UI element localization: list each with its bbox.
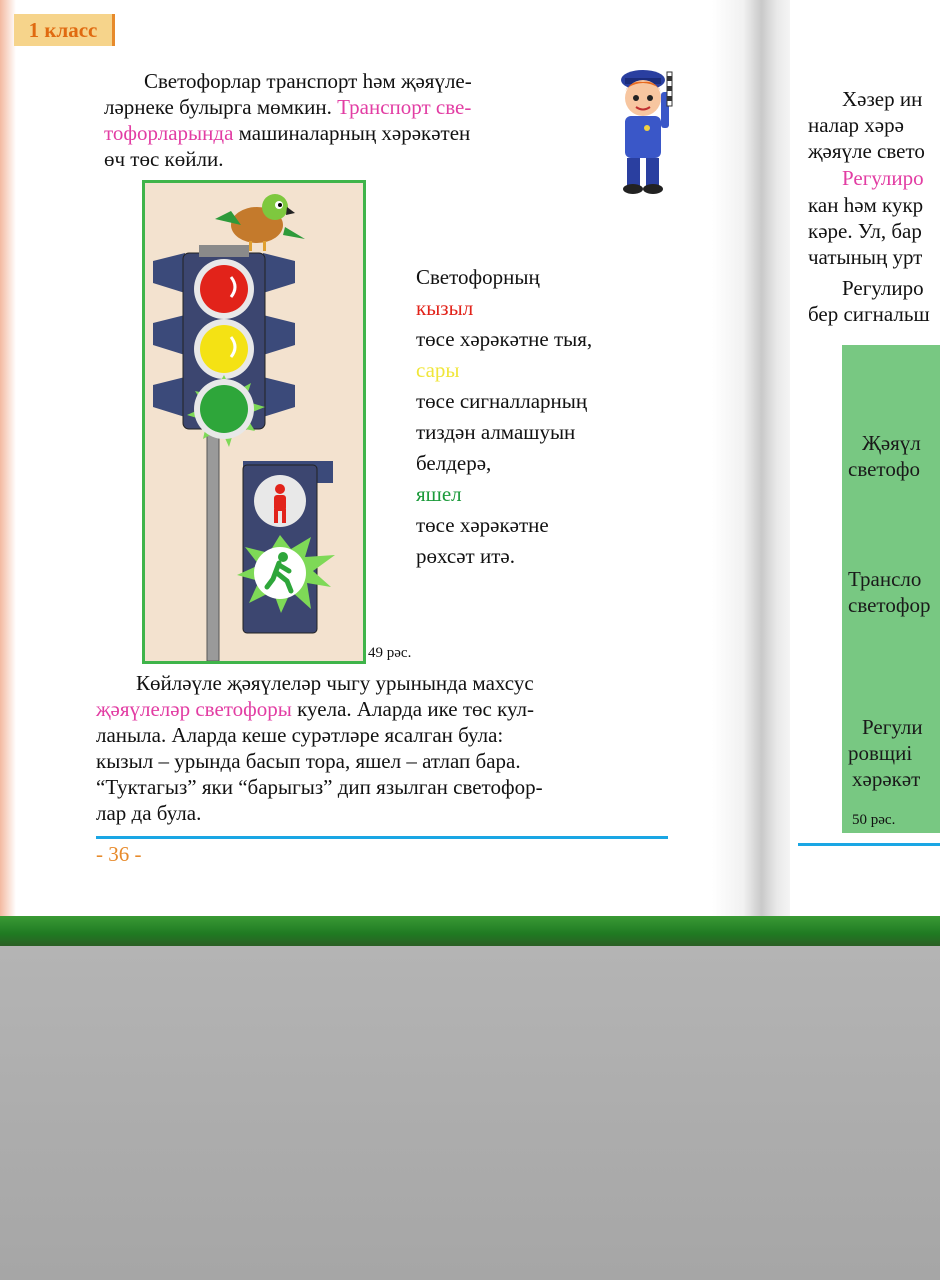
legend-yellow-word: сары [416,358,460,382]
legend-line-10: рөхсәт итә. [416,544,515,568]
right-line-1: Хәзер ин [842,87,923,111]
right-line-9: бер сигнальш [808,302,930,326]
legend-line-1: Светофорның [416,265,540,289]
page-number: - 36 - [96,842,142,866]
traffic-light-icon [145,183,363,661]
legend-line-5: төсе сигналларның [416,389,588,413]
para2-highlight: җәяүлеләр светофоры [96,697,292,721]
panel-line-3: Трансло [848,567,922,591]
legend-red-word: кызыл [416,296,474,320]
figure-50-label: 50 рәс. [852,812,896,828]
panel-line-6: ровщиі [848,741,913,765]
intro-paragraph [104,68,596,172]
para2-line-5: “Туктагыз” яки “барыгыз” дип язылган светофор- [96,775,543,799]
para2-line-1: Көйләүле җәяүлеләр чыгу урынында махсус [136,671,534,695]
para2-line-3: ланыла. Аларда кеше сурәтләре ясалган була: [96,723,504,747]
right-footer-rule [798,843,940,846]
page-edge [0,0,16,925]
intro-line-2: ләрнеке булырга мөмкин. [104,95,332,119]
para2-line-4: кызыл – урында басып тора, яшел – атлап бара. [96,749,521,773]
legend-line-9: төсе хәрәкәтне [416,513,549,537]
right-line-5: кан һәм кукр [808,193,924,217]
grade-badge [14,14,115,46]
intro-line-1: Светофорлар транспорт һәм җәяүле- [144,69,472,93]
right-line-2: налар хәрә [808,113,904,137]
legend-line-7: белдерә, [416,451,492,475]
grade-label: 1 класс [28,17,98,42]
panel-line-5: Регули [862,715,923,739]
police-officer-icon [603,62,693,197]
panel-line-4: светофор [848,593,931,617]
scan-background [0,946,940,1280]
intro-line-4: өч төс көйли. [104,147,224,171]
right-line-7: чатының урт [808,245,923,269]
figure-49-frame [142,180,366,664]
right-line-4: Регулиро [842,166,924,190]
right-line-6: кәре. Ул, бар [808,219,922,243]
intro-highlight-1: Транспорт све- [337,95,472,119]
para2-line-2: куела. Аларда ике төс кул- [297,697,535,721]
color-legend [416,262,592,572]
right-line-3: җәяүле свето [808,139,925,163]
pedestrian-paragraph [96,670,662,826]
book-gutter [712,0,802,925]
legend-line-6: тиздән алмашуын [416,420,576,444]
panel-line-2: светофо [848,457,920,481]
para2-line-6: лар да була. [96,801,202,825]
legend-green-word: яшел [416,482,462,506]
footer-rule [96,836,668,839]
panel-line-1: Җәяүл [862,431,921,455]
legend-line-3: төсе хәрәкәтне тыя, [416,327,593,351]
panel-line-7: хәрәкәт [852,767,921,791]
book-cover-edge [0,916,940,946]
figure-49-label: 49 рәс. [368,645,412,661]
intro-highlight-2: тофорларында [104,121,234,145]
right-line-8: Регулиро [842,276,924,300]
intro-line-3: машиналарның хәрәкәтен [238,121,471,145]
